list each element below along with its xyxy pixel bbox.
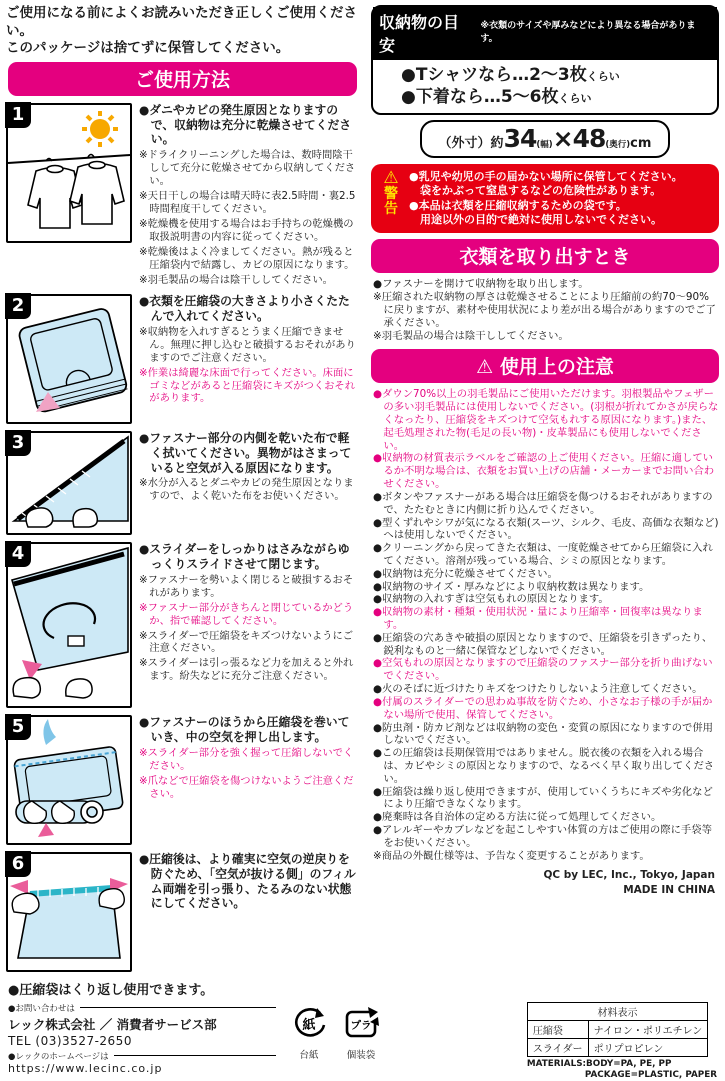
precaution-item: ●ダウン70%以上の羽毛製品にご使用いただけます。羽根製品やフェザーの多い羽毛製品には使用しないでください。(羽根が折れてかさが戻らなくなったり、圧縮袋をキズつけて空気もれする原因になります。)また、起毛処理された物(毛足の長い物)・皮革製品にも使用しないでください。 (373, 388, 719, 452)
step-1 (6, 103, 361, 287)
precaution-item: ●圧縮袋の穴あきや破損の原因となりますので、圧縮袋を引きずったり、鋭利なものと一緒に保管などしないでください。 (373, 631, 713, 657)
intro-text (6, 5, 361, 58)
dimensions-box (420, 120, 670, 158)
dim-depth-unit: (奥行) (605, 140, 631, 151)
divider-line (114, 1055, 276, 1056)
pink-arrow-icon (10, 880, 28, 894)
qc-line1: QC by LEC, Inc., Tokyo, Japan (543, 869, 715, 882)
precaution-item: ●ボタンやファスナーがある場合は圧縮袋を傷つけるおそれがありますので、たたむときに内側に折り込んでください。 (373, 490, 713, 516)
step2-number: 2 (5, 293, 31, 319)
precaution-item: ●収納物は充分に乾燥させてください。 (373, 567, 558, 580)
capacity-box (371, 5, 719, 115)
left-column (6, 5, 361, 998)
precaution-item: ●収納物のサイズ・厚みなどにより収納枚数は異なります。 (373, 580, 650, 593)
step4-illustration-close-slider (8, 544, 130, 702)
warning-item-sub: 用途以外の目的で絶対に使用しないでください。 (420, 213, 662, 227)
step6-figure (6, 852, 132, 972)
precaution-item: ●クリーニングから戻ってきた衣類は、一度乾燥させてから圧縮袋に入れてください。溶剤が残っている場合、シミの原因となります。 (373, 542, 713, 567)
qc-line2: MADE IN CHINA (623, 883, 715, 896)
material-part: スライダー (527, 1038, 588, 1056)
capacity-header (373, 7, 717, 60)
slider (68, 636, 84, 646)
step-2 (6, 294, 361, 424)
step4-main: ●スライダーをしっかりはさみながらゆっくりスライドさせて閉じます。 (139, 541, 350, 571)
step5-text (139, 715, 361, 845)
step5-main: ●ファスナーのほうから圧縮袋を巻いていき、中の空気を押し出します。 (139, 714, 350, 744)
step1-main: ●ダニやカビの発生原因となりますので、収納物は充分に乾燥させてください。 (139, 102, 352, 147)
footer (6, 998, 719, 1081)
step1-note: ※乾燥後はよく冷ましてください。熱が残ると圧縮袋内で結露し、カビの原因になります。 (139, 246, 355, 271)
right-column (371, 5, 719, 998)
step5-number: 5 (5, 714, 31, 740)
materials-header: 材料表示 (527, 1002, 707, 1020)
step5-note: ※爪などで圧縮袋を傷つけないようご注意ください。 (139, 774, 354, 800)
precaution-item: ●収納物の材質表示ラベルをご確認の上ご使用ください。圧縮に適しているか不明な場合は、衣類をお買い上げの店舗・メーカーまでお問い合わせください。 (373, 452, 715, 491)
intro-line2: このパッケージは捨てずに保管してください。 (6, 40, 290, 57)
precaution-item: ●この圧縮袋は長期保管用ではありません。脱衣後の衣類を入れる場合は、カビやシミの原因となりますので、なるべく早く取り出してください。 (373, 747, 715, 785)
dim-width: 34 (503, 124, 537, 154)
precautions-header: ⚠ 使用上の注意 (371, 349, 719, 383)
precaution-item: ●収納物の素材・種類・使用状況・量により圧縮率・回復率は異なります。 (373, 606, 703, 631)
materials-en-line2: PACKAGE=PLASTIC, PAPER (584, 1069, 717, 1080)
takeout-text (373, 278, 719, 343)
step2-note: ※作業は綺麗な床面で行ってください。床面にゴミなどがあると圧縮袋にキズがつくおそれがあります。 (139, 366, 356, 405)
warning-item-sub: 袋をかぶって窒息するなどの危険性があります。 (420, 184, 662, 198)
paper-recycle-mark (290, 1006, 328, 1061)
dim-times: × (552, 124, 573, 154)
intro-line1: ご使用になる前によくお読みいただき正しくご使用ください。 (6, 5, 357, 39)
precautions-list (373, 388, 719, 862)
materials-table (527, 1002, 708, 1057)
warning-item: ●乳児や幼児の手の届かない場所に保管してください。 (409, 170, 683, 184)
capacity-item: ●Tシャツなら…2〜3枚くらい (401, 65, 620, 85)
contact-block (8, 1002, 276, 1075)
sun-icon (82, 111, 118, 147)
step6-number: 6 (5, 851, 31, 877)
paper-mark-label: 台紙 (299, 1049, 319, 1061)
dim-prefix: （外寸）約 (438, 136, 504, 152)
warning-box (371, 164, 719, 233)
step4-note: ※スライダーは引っ張るなど力を加えると外れます。紛失などに充分ご注意ください。 (139, 657, 354, 683)
warning-triangle-icon: ⚠ (383, 168, 399, 189)
step1-text (139, 103, 361, 287)
material-value: ナイロン・ポリエチレン (588, 1020, 708, 1038)
capacity-body (373, 60, 717, 113)
step4-note: ※ファスナー部分がきちんと閉じているかどうか、指で確認してください。 (139, 601, 354, 627)
step-6 (6, 852, 361, 972)
contact-label1: ●お問い合わせは (8, 1002, 276, 1014)
plastic-recycle-mark (342, 1006, 380, 1061)
step4-note: ※スライダーで圧縮袋をキズつけないようにご注意ください。 (139, 629, 354, 655)
usage-header: ご使用方法 (8, 62, 357, 96)
step1-note: ※天日干しの場合は晴天時に表2.5時間・裏2.5時間程度干してください。 (139, 190, 356, 216)
step4-note: ※ファスナーを勢いよく閉じると破損するおそれがあります。 (139, 573, 354, 599)
step4-text (139, 542, 361, 708)
step4-number: 4 (5, 541, 31, 567)
sweater-icon (70, 154, 124, 224)
divider-line (80, 1007, 276, 1008)
clothesline (8, 155, 130, 163)
air-puff-icon (43, 719, 56, 745)
dim-depth: 48 (572, 124, 606, 154)
table-row (527, 1038, 707, 1056)
takeout-line: ●ファスナーを開けて収納物を取り出します。 (373, 278, 589, 291)
recycle-marks (290, 1006, 380, 1061)
paper-recycle-icon (290, 1006, 328, 1042)
material-value: ポリプロピレン (588, 1038, 708, 1056)
materials-en-line1: MATERIALS:BODY=PA, PE, PP (526, 1058, 672, 1069)
step1-note: ※ドライクリーニングした場合は、数時間陰干しして充分に乾燥させてから収納してください。 (139, 149, 356, 188)
capacity-item: ●下着なら…5〜6枚くらい (401, 87, 592, 108)
reuse-note: ●圧縮袋はくり返し使用できます。 (8, 982, 214, 998)
step2-note: ※収納物を入れすぎるとうまく圧縮できません。無理に押し込むと破損するおそれがありますのでご注意ください。 (139, 325, 356, 364)
step3-number: 3 (5, 430, 31, 456)
takeout-header: 衣類を取り出すとき (371, 239, 719, 273)
capacity-title: 収納物の目安 (379, 13, 460, 55)
materials-block (527, 1002, 717, 1081)
svg-text:紙: 紙 (302, 1017, 316, 1033)
capacity-note: ※衣類のサイズや厚みなどにより異なる場合があります。 (480, 21, 696, 44)
step1-note: ※乾燥機を使用する場合はお手持ちの乾燥機の取扱説明書の内容に従ってください。 (139, 218, 354, 244)
step3-main: ●ファスナー部分の内側を乾いた布で軽く拭いてください。異物がはさまっていると空気が入る原因になります。 (139, 430, 352, 475)
step1-note: ※羽毛製品の場合は陰干ししてください。 (139, 273, 333, 286)
step6-text (139, 852, 361, 972)
step4-figure (6, 542, 132, 708)
step2-main: ●衣類を圧縮袋の大きさより小さくたたんで入れてください。 (139, 293, 350, 323)
company-name: レック株式会社 ／ 消費者サービス部 (8, 1016, 217, 1032)
precaution-item: ●火のそばに近づけたりキズをつけたりしないよう注意してください。 (373, 683, 703, 696)
precaution-item: ●防虫剤・防カビ剤などは収納物の変色・変質の原因になりますので併用しないでください。 (373, 721, 714, 747)
compression-bag (18, 307, 128, 413)
dim-unit: cm (630, 136, 652, 152)
step5-note: ※スライダー部分を強く握って圧縮しないでください。 (139, 746, 354, 772)
warning-label: ⚠ 警 告 (383, 168, 399, 217)
precaution-item: ●アレルギーやカブレなどを起こしやすい体質の方はご使用の際に手袋等をお使いください。 (373, 824, 712, 849)
warning-item: ●本品は衣類を圧縮収納するための袋です。 (409, 198, 627, 212)
hand-icon (13, 678, 92, 698)
takeout-line: ※羽毛製品の場合は陰干ししてください。 (373, 330, 569, 343)
qc-note (371, 868, 715, 896)
step5-figure (6, 715, 132, 845)
step-5 (6, 715, 361, 845)
pink-arrow-icon (38, 823, 54, 837)
step6-main: ●圧縮後は、より確実に空気の逆戻りを防ぐため、「空気が抜ける側」のフィルム両端を引っ張り、たるみのない状態にしてください。 (139, 851, 356, 911)
warning-body (409, 170, 683, 227)
material-part: 圧縮袋 (527, 1020, 588, 1038)
step-4 (6, 542, 361, 708)
step3-note: ※水分が入るとダニやカビの発生原因となりますので、よく乾いた布をお使いください。 (139, 477, 354, 503)
precaution-item: ●空気もれの原因となりますので圧縮袋のファスナー部分を折り曲げないでください。 (373, 657, 713, 683)
step3-figure (6, 431, 132, 535)
precaution-item: ●圧縮袋は繰り返し使用できますが、使用していくうちにキズや劣化などにより圧縮できなくなります。 (373, 785, 713, 811)
precaution-item: ●型くずれやシワが気になる衣類(スーツ、シルク、毛皮、高価な衣類など)へは使用しないでください。 (373, 516, 719, 542)
plastic-recycle-icon (342, 1006, 380, 1042)
step3-text (139, 431, 361, 535)
step1-number: 1 (5, 102, 31, 128)
step2-text (139, 294, 361, 424)
svg-text:プラ: プラ (350, 1019, 372, 1032)
precaution-item: ●廃棄時は各自治体の定める方法に従って処理してください。 (373, 811, 662, 824)
contact-label2: ●レックのホームページは (8, 1050, 276, 1062)
phone-number: TEL (03)3527-2650 (8, 1033, 132, 1048)
step-3 (6, 431, 361, 535)
precaution-item: ※商品の外観仕様等は、予告なく変更することがあります。 (373, 849, 650, 862)
materials-english (527, 1059, 717, 1081)
plastic-mark-label: 個装袋 (346, 1049, 376, 1061)
website-url: https://www.lecinc.co.jp (8, 1061, 163, 1075)
table-row (527, 1020, 707, 1038)
takeout-line: ※圧縮された収納物の厚さは乾燥させることにより圧縮前の約70〜90%に戻りますが、素材や使用状況により差が出る場合がありますのでご了承ください。 (373, 291, 716, 330)
dim-width-unit: (幅) (536, 140, 553, 151)
precaution-item: ●収納物の入れすぎは空気もれの原因となります。 (373, 593, 609, 606)
step1-figure (6, 103, 132, 287)
precaution-item: ●付属のスライダーでの思わぬ事故を防ぐため、小さなお子様の手が届かない場所で使用、保管してください。 (373, 695, 713, 721)
step2-figure (6, 294, 132, 424)
